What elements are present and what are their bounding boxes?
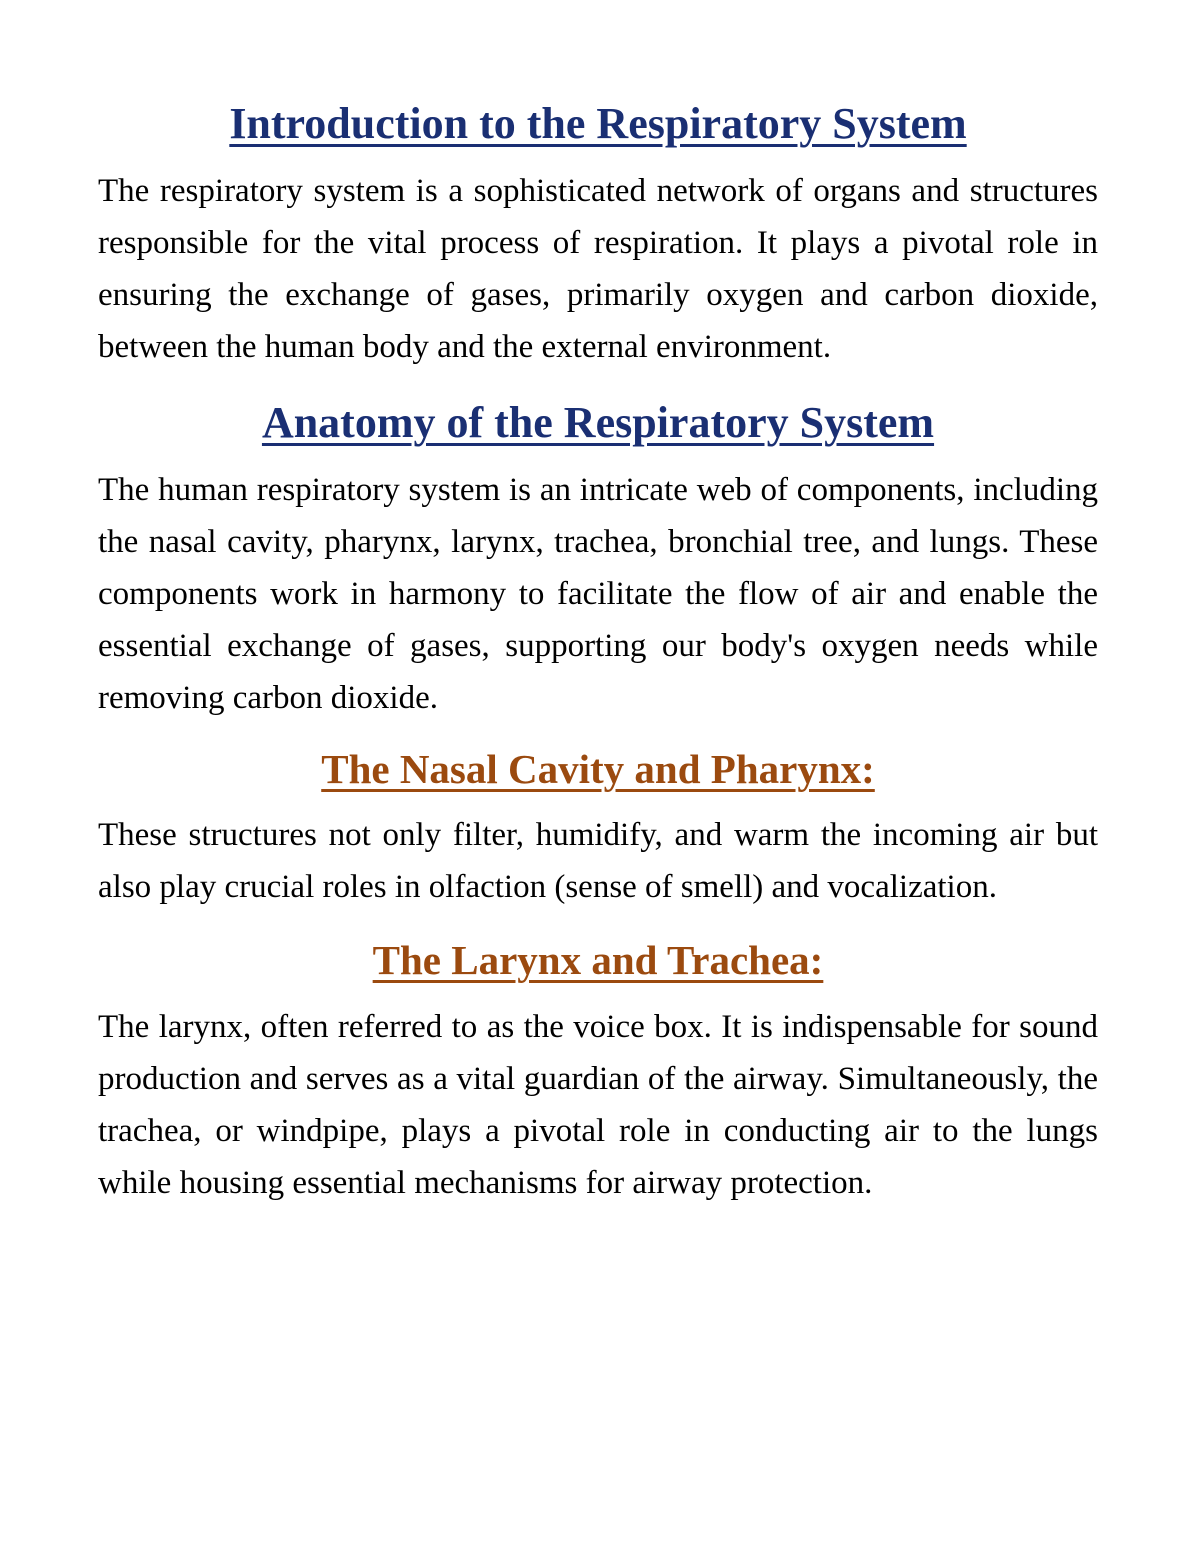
section-heading-nasal-cavity: The Nasal Cavity and Pharynx: xyxy=(321,746,875,792)
section-body-introduction: The respiratory system is a sophisticated network of organs and structures responsible for the vital process of respiration. It plays a pivotal role in ensuring the exchange of gases, primarily oxygen and carbon dioxide, between the human body and the external environment. xyxy=(98,173,1098,365)
section-heading-introduction: Introduction to the Respiratory System xyxy=(229,99,967,148)
section-body-nasal-cavity: These structures not only filter, humidify, and warm the incoming air but also play crucial roles in olfaction (sense of smell) and vocalization. xyxy=(98,817,1098,906)
section-heading-larynx: The Larynx and Trachea: xyxy=(372,937,824,984)
section-body-anatomy: The human respiratory system is an intricate web of components, including the nasal cavity, pharynx, larynx, trachea, bronchial tree, and lungs. These components work in harmony to facilitate the flow of air and enable the essential exchange of gases, supporting our body's oxygen needs while removing carbon dioxide. xyxy=(98,472,1098,716)
section-heading-anatomy: Anatomy of the Respiratory System xyxy=(261,398,935,447)
section-body-larynx: The larynx, often referred to as the voice box. It is indispensable for sound production and serves as a vital guardian of the airway. Simultaneously, the trachea, or windpipe, plays a pivotal role in conducting air to the lungs while housing essential mechanisms for airway protection. xyxy=(98,1008,1098,1201)
